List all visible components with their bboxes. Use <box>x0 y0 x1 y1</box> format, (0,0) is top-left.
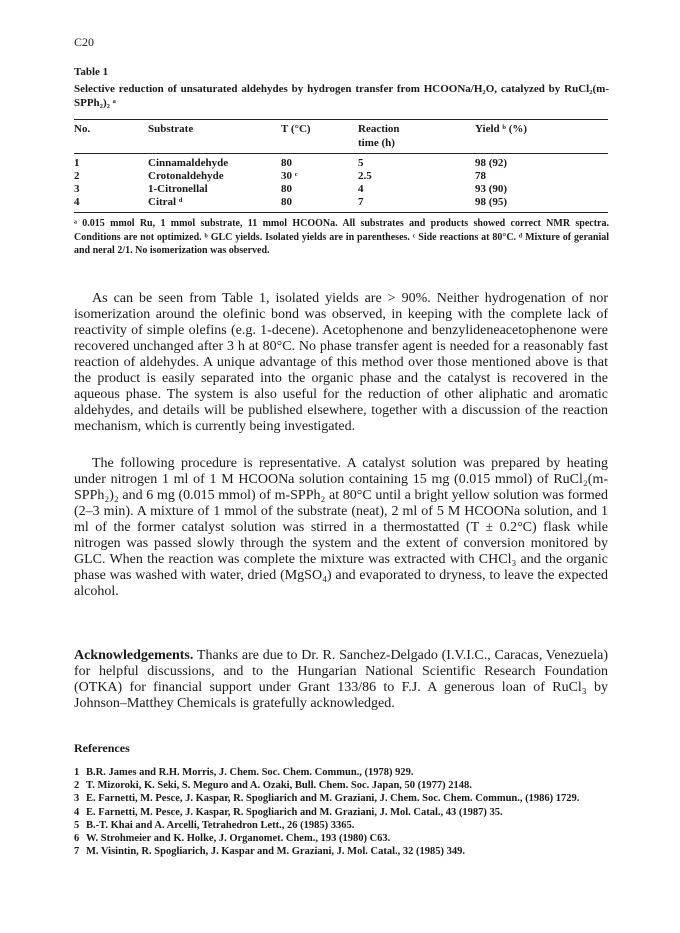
table-header-substrate: Substrate <box>148 123 194 135</box>
row-temp: 80 <box>281 157 292 169</box>
reference-text: W. Strohmeier and K. Holke, J. Organomet. Chem., 193 (1980) C63. <box>86 833 391 845</box>
row-temp: 80 <box>281 183 292 195</box>
row-temp: 80 <box>281 196 292 208</box>
row-no: 4 <box>74 196 80 208</box>
table-header-time-2: time (h) <box>358 137 395 149</box>
row-time: 7 <box>358 196 364 208</box>
references-title: References <box>74 741 130 755</box>
table-rule-mid <box>74 153 608 154</box>
row-substrate: Cinnamaldehyde <box>148 157 229 169</box>
row-substrate: 1-Citronellal <box>148 183 208 195</box>
reference-item <box>74 779 608 792</box>
body-paragraph-2: The following procedure is representative. A catalyst solution was prepared by heating under nitrogen 1 ml of 1 M HCOONa solution containing 15 mg (0.015 mmol) of RuCl₂(m-SPPh₂)₂ and 6 mg (0.015 mmol) of m-SPPh₂ at 80°C until a bright yellow solution was formed (2–3 min). A mixture of 1 mmol of the substrate (neat), 2 ml of 5 M HCOONa solution, and 1 ml of the former catalyst solution was stirred in a thermostatted (T ± 0.2°C) flask while nitrogen was passed slowly through the system and the extent of conversion monitored by GLC. When the reaction was complete the mixture was extracted with CHCl₃ and the organic phase was washed with water, dried (MgSO₄) and evaporated to dryness, to leave the expected alcohol. <box>74 456 608 599</box>
reference-number: 2 <box>74 780 80 792</box>
row-no: 2 <box>74 170 80 182</box>
reference-number: 3 <box>74 793 80 805</box>
reference-number: 6 <box>74 833 80 845</box>
table-label: Table 1 <box>74 66 109 78</box>
table-rule-top <box>74 119 608 120</box>
row-time: 2.5 <box>358 170 372 182</box>
row-temp: 30 ᶜ <box>281 170 298 182</box>
row-substrate: Citral ᵈ <box>148 196 183 208</box>
reference-text: M. Visintin, R. Spogliarich, J. Kaspar and M. Graziani, J. Mol. Catal., 32 (1985) 349. <box>86 846 465 858</box>
acknowledgements-label: Acknowledgements. <box>74 648 194 663</box>
reference-number: 7 <box>74 846 80 858</box>
reference-text: E. Farnetti, M. Pesce, J. Kaspar, R. Spogliarich and M. Graziani, J. Chem. Soc. Chem. Commun., (1986) 1729. <box>86 793 580 805</box>
reference-item <box>74 766 608 779</box>
acknowledgements <box>74 648 608 712</box>
reference-text: B.R. James and R.H. Morris, J. Chem. Soc. Chem. Commun., (1978) 929. <box>86 767 414 778</box>
acknowledgements-text: Thanks are due to Dr. R. Sanchez-Delgado (I.V.I.C., Caracas, Venezuela) for helpful discussions, and to the Hungarian National Scientific Research Foundation (OTKA) for financial support under Grant 133/86 to F.J. A generous loan of RuCl₃ by Johnson–Matthey Chemicals is gratefully acknowledged. <box>74 648 608 711</box>
row-time: 4 <box>358 183 364 195</box>
table-header-yield: Yield ᵇ (%) <box>475 123 528 135</box>
reference-number: 5 <box>74 819 80 831</box>
body-paragraph-1: As can be seen from Table 1, isolated yields are > 90%. Neither hydrogenation of nor isomerization around the olefinic bond was observed, in keeping with the complete lack of reactivity of simple olefins (e.g. 1-decene). Acetophenone and benzylideneacetophenone were recovered unchanged after 3 h at 80°C. No phase transfer agent is needed for a reasonably fast reaction of aldehydes. A unique advantage of this method over those mentioned above is that the product is easily separated into the organic phase and the catalyst is recovered in the aqueous phase. The system is also useful for the reduction of other aliphatic and aromatic aldehydes, and details will be published elsewhere, together with a discussion of the reaction mechanism, which is currently being investigated. <box>74 291 608 434</box>
row-yield: 98 (92) <box>475 157 508 169</box>
table-header-temp: T (°C) <box>281 123 311 135</box>
reference-number: 4 <box>74 806 80 818</box>
row-time: 5 <box>358 157 364 169</box>
row-substrate: Crotonaldehyde <box>148 170 224 182</box>
reference-item <box>74 819 608 832</box>
table-rule-bottom <box>74 212 608 213</box>
row-no: 1 <box>74 157 80 169</box>
row-yield: 98 (95) <box>475 196 508 208</box>
reference-list <box>74 766 608 858</box>
reference-item <box>74 792 608 805</box>
page-number: C20 <box>74 35 95 49</box>
table-header-time-1: Reaction <box>358 123 400 135</box>
reference-item <box>74 832 608 845</box>
table-footnote: ᵃ 0.015 mmol Ru, 1 mmol substrate, 11 mmol HCOONa. All substrates and products showed correct NMR spectra. Conditions are not optimized. ᵇ GLC yields. Isolated yields are in parentheses. ᶜ Side reactions at 80°C. ᵈ Mixture of geranial and neral 2/1. No isomerization was observed. <box>74 218 609 256</box>
reference-text: T. Mizoroki, K. Seki, S. Meguro and A. Ozaki, Bull. Chem. Soc. Japan, 50 (1977) 2148. <box>86 780 472 792</box>
row-yield: 78 <box>475 170 486 182</box>
reference-text: B.-T. Khai and A. Arcelli, Tetrahedron Lett., 26 (1985) 3365. <box>86 819 355 831</box>
reference-item <box>74 845 608 858</box>
table-caption: Selective reduction of unsaturated aldehydes by hydrogen transfer from HCOONa/H₂O, catalyzed by RuCl₂(m-SPPh₂)₂ ᵃ <box>74 83 609 109</box>
reference-item <box>74 806 608 819</box>
row-yield: 93 (90) <box>475 183 508 195</box>
reference-number: 1 <box>74 767 80 778</box>
row-no: 3 <box>74 183 80 195</box>
table-header-no: No. <box>74 123 91 135</box>
reference-text: E. Farnetti, M. Pesce, J. Kaspar, R. Spogliarich and M. Graziani, J. Mol. Catal., 43 (1987) 35. <box>86 806 503 818</box>
